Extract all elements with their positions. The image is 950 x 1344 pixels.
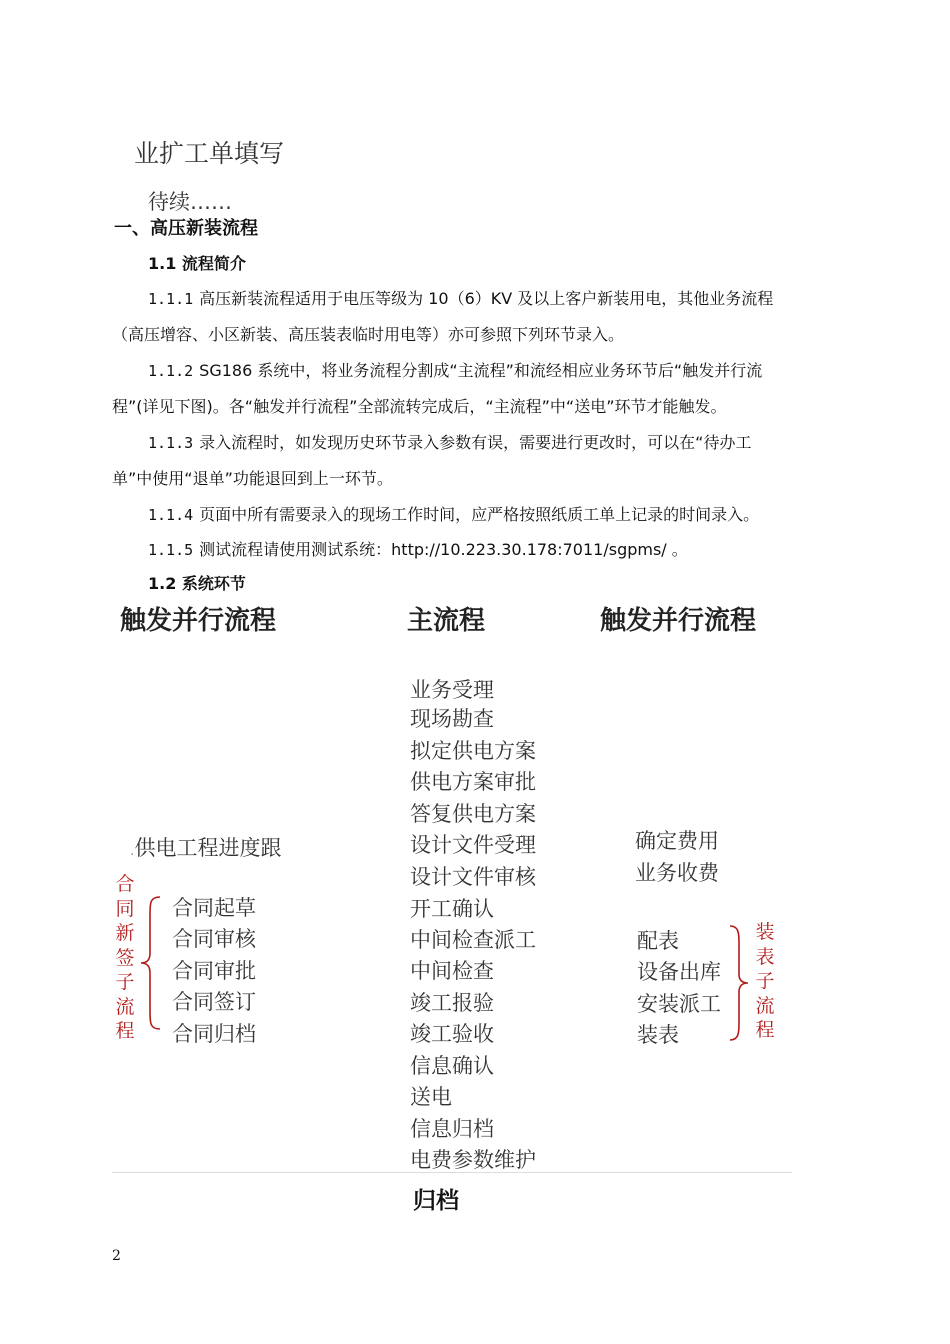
main-step: 电费参数维护 — [410, 1148, 536, 1172]
paragraph-text: 页面中所有需要录入的现场工作时间，应严格按照纸质工单上记录的时间录入。 — [199, 505, 760, 524]
paragraph-text: 录入流程时，如发现历史环节录入参数有误，需要进行更改时，可以在“待办工 — [199, 433, 752, 452]
subsection-number: 1.1 — [148, 254, 177, 273]
meter-step: 安装派工 — [637, 992, 721, 1016]
meter-subflow-label: 装表子流程 — [755, 921, 775, 1041]
subsection-heading-1-1 — [148, 251, 246, 274]
document-title: 业扩工单填写 — [134, 139, 285, 168]
main-step: 供电方案审批 — [410, 770, 536, 794]
paragraph-1-1-3-line1 — [148, 430, 751, 453]
paragraph-1-1-2-line1 — [148, 358, 762, 381]
left-top-step — [130, 832, 281, 862]
left-top-label: 供电工程进度跟 — [134, 836, 282, 860]
contract-subflow-label: 合同新签子流程 — [115, 873, 135, 1042]
paragraph-number: 1.1.5 — [148, 541, 194, 559]
fee-step: 确定费用 — [635, 829, 719, 853]
main-step: 竣工报验 — [410, 991, 494, 1015]
paragraph-number: 1.1.1 — [148, 290, 194, 308]
main-step: 答复供电方案 — [410, 802, 536, 826]
main-step: 竣工验收 — [410, 1022, 494, 1046]
contract-step: 合同归档 — [172, 1022, 256, 1046]
contract-bracket — [138, 895, 164, 1031]
main-step: 设计文件受理 — [410, 833, 536, 857]
contract-step: 合同审批 — [172, 959, 256, 983]
main-step: 业务受理 — [410, 678, 494, 702]
right-column-header: 触发并行流程 — [600, 606, 757, 636]
subsection-number: 1.2 — [148, 574, 177, 593]
paragraph-1-1-5 — [148, 537, 688, 560]
paragraph-text: SG186 系统中，将业务流程分割成“主流程”和流经相应业务环节后“触发并行流 — [199, 361, 763, 380]
subsection-title: 流程简介 — [181, 254, 246, 273]
paragraph-number: 1.1.4 — [148, 506, 194, 524]
paragraph-1-1-3-line2: 单”中使用“退单”功能退回到上一环节。 — [112, 469, 393, 488]
main-step: 信息确认 — [410, 1054, 494, 1078]
archive-label: 归档 — [413, 1188, 459, 1214]
contract-step: 合同签订 — [172, 990, 256, 1014]
paragraph-1-1-2-line2: 程”(详见下图)。各“触发并行流程”全部流转完成后，“主流程”中“送电”环节才能触发。 — [112, 397, 727, 416]
subsection-heading-1-2 — [148, 571, 246, 594]
contract-step: 合同起草 — [172, 896, 256, 920]
section-heading: 一、高压新装流程 — [114, 218, 258, 239]
main-step: 中间检查 — [410, 959, 494, 983]
document-subtitle: 待续…… — [148, 190, 232, 214]
paragraph-number: 1.1.2 — [148, 362, 194, 380]
paragraph-number: 1.1.3 — [148, 434, 194, 452]
left-column-header: 触发并行流程 — [120, 606, 277, 636]
main-step: 拟定供电方案 — [410, 739, 536, 763]
paragraph-1-1-1-line1 — [148, 286, 773, 309]
main-step: 送电 — [410, 1085, 452, 1109]
dot-marker: . — [130, 843, 135, 859]
paragraph-text: 测试流程请使用测试系统：http://10.223.30.178:7011/sgpms/ 。 — [199, 540, 688, 559]
main-step: 开工确认 — [410, 897, 494, 921]
page-number: 2 — [112, 1248, 121, 1264]
paragraph-text: 高压新装流程适用于电压等级为 10（6）KV 及以上客户新装用电，其他业务流程 — [199, 289, 774, 308]
paragraph-1-1-1-line2: （高压增容、小区新装、高压装表临时用电等）亦可参照下列环节录入。 — [112, 325, 625, 344]
meter-bracket — [728, 924, 752, 1042]
paragraph-1-1-4 — [148, 502, 759, 525]
meter-step: 配表 — [637, 929, 679, 953]
diagram-divider — [112, 1172, 792, 1173]
contract-step: 合同审核 — [172, 927, 256, 951]
subsection-title: 系统环节 — [181, 574, 246, 593]
main-column-header: 主流程 — [407, 606, 486, 636]
main-step: 中间检查派工 — [410, 928, 536, 952]
meter-step: 装表 — [637, 1023, 679, 1047]
main-step: 设计文件审核 — [410, 865, 536, 889]
main-step: 信息归档 — [410, 1117, 494, 1141]
meter-step: 设备出库 — [637, 960, 721, 984]
main-step: 现场勘查 — [410, 707, 494, 731]
fee-step: 业务收费 — [635, 861, 719, 885]
